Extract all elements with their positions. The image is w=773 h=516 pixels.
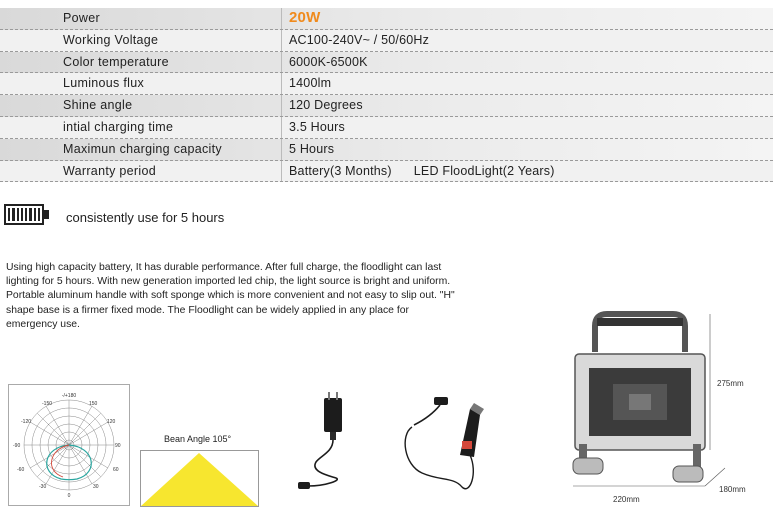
spec-label: Warranty period bbox=[63, 163, 156, 178]
power-adapter-image bbox=[290, 390, 370, 500]
car-charger-image bbox=[400, 385, 510, 500]
spec-label: Color temperature bbox=[63, 54, 169, 69]
spec-label: Luminous flux bbox=[63, 76, 145, 91]
polar-label-r30: 30 bbox=[93, 484, 99, 490]
spec-divider bbox=[281, 95, 282, 117]
spec-divider bbox=[281, 8, 282, 30]
dimension-depth: 180mm bbox=[719, 485, 746, 494]
spec-row-color-temperature bbox=[0, 52, 773, 74]
product-description: Using high capacity battery, It has durable performance. After full charge, the floodlight can last lighting for 5 hours. With new generation imported led chip, the light source is bright and uniform. Portable aluminum handle with soft sponge which is more convenient and not easy to slip out. "H" shape base is a firmer fixed mode. The Floodlight can be widely applied in any place for emergency use. bbox=[6, 262, 455, 330]
battery-note: consistently use for 5 hours bbox=[66, 210, 225, 225]
floodlight-dimension-diagram bbox=[565, 308, 770, 514]
polar-label-l120: -120 bbox=[21, 419, 32, 425]
polar-label-right-mid: 90 bbox=[115, 443, 121, 449]
spec-label: Maximun charging capacity bbox=[63, 141, 222, 156]
spec-row-voltage bbox=[0, 30, 773, 52]
spec-value: 3.5 Hours bbox=[289, 119, 345, 134]
spec-row-warranty bbox=[0, 161, 773, 183]
spec-value: 20W bbox=[289, 9, 321, 26]
polar-label-l30: -30 bbox=[39, 484, 47, 490]
spec-row-charging-time bbox=[0, 117, 773, 139]
spec-row-luminous-flux bbox=[0, 73, 773, 95]
spec-value: 5 Hours bbox=[289, 141, 335, 156]
spec-divider bbox=[281, 161, 282, 183]
dimension-height: 275mm bbox=[717, 379, 744, 388]
spec-value: AC100-240V~ / 50/60Hz bbox=[289, 32, 430, 47]
polar-light-distribution-diagram bbox=[8, 384, 130, 506]
spec-divider bbox=[281, 52, 282, 74]
spec-value: 6000K-6500K bbox=[289, 54, 368, 69]
battery-cap bbox=[44, 210, 49, 219]
spec-value: 1400lm bbox=[289, 76, 332, 91]
spec-row-power bbox=[0, 8, 773, 30]
spec-label: Power bbox=[63, 11, 100, 25]
spec-label: intial charging time bbox=[63, 119, 174, 134]
spec-value: 120 Degrees bbox=[289, 98, 363, 113]
spec-divider bbox=[281, 139, 282, 161]
spec-label: Working Voltage bbox=[63, 32, 159, 47]
spec-divider bbox=[281, 73, 282, 95]
spec-label: Shine angle bbox=[63, 98, 133, 113]
battery-icon bbox=[4, 204, 44, 225]
polar-label-r120: 120 bbox=[107, 419, 116, 425]
polar-label-right-low: 60 bbox=[113, 467, 119, 473]
spec-divider bbox=[281, 117, 282, 139]
polar-label-top: -/+180 bbox=[61, 393, 77, 399]
polar-label-left-low: -60 bbox=[17, 467, 25, 473]
dimension-width: 220mm bbox=[613, 495, 640, 504]
spec-value: Battery(3 Months) LED FloodLight(2 Years) bbox=[289, 163, 555, 178]
polar-label-bottom: 0 bbox=[67, 493, 71, 499]
spec-row-charging-capacity bbox=[0, 139, 773, 161]
spec-table bbox=[0, 8, 773, 182]
spec-divider bbox=[281, 30, 282, 52]
spec-row-shine-angle bbox=[0, 95, 773, 117]
beam-angle-label: Bean Angle 105° bbox=[164, 434, 232, 444]
polar-label-left-mid: -90 bbox=[13, 443, 21, 449]
beam-angle-graphic bbox=[140, 450, 259, 507]
polar-label-left-top: -150 bbox=[42, 401, 53, 407]
polar-label-right-top: 150 bbox=[89, 401, 98, 407]
